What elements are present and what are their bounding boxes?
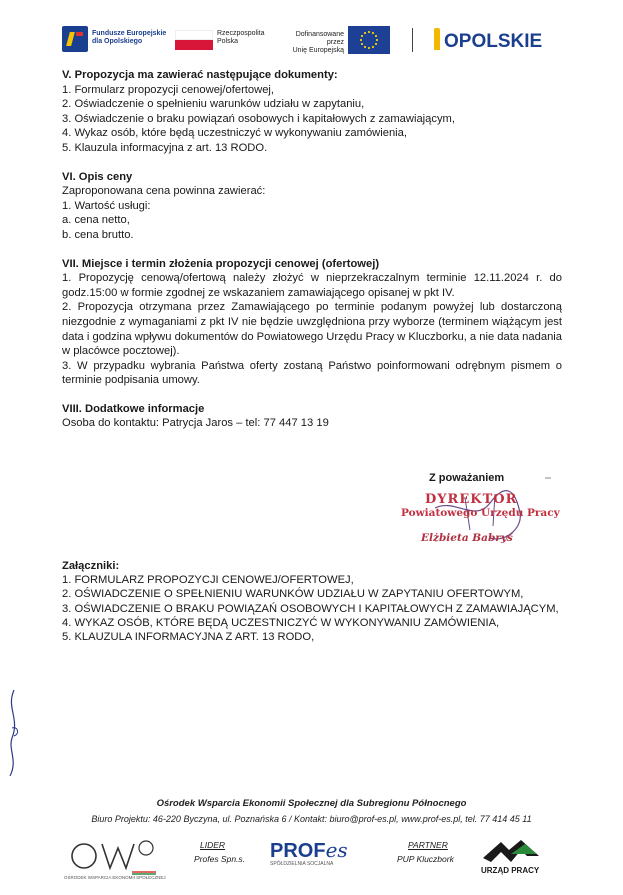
- section-v-item: 4. Wykaz osób, które będą uczestniczyć w wykonywaniu zamówienia,: [62, 127, 407, 140]
- section-vi-title: VI. Opis ceny: [62, 170, 133, 183]
- attachment-item: 4. WYKAZ OSÓB, KTÓRE BĘDĄ UCZESTNICZYĆ W WYKONYWANIU ZAMÓWIENIA,: [62, 616, 500, 629]
- attachment-item: 1. FORMULARZ PROPOZYCJI CENOWEJ/OFERTOWEJ,: [62, 574, 354, 587]
- section-v-title: V. Propozycja ma zawierać następujące dokumenty:: [62, 69, 338, 81]
- stamp-name: Elżbieta Babryś: [421, 532, 513, 544]
- urzad-pracy-logo-icon: [481, 836, 541, 866]
- owes-subtitle: OŚRODEK WSPARCIA EKONOMII SPOŁECZNEJ: [64, 875, 166, 880]
- stamp-title: DYREKTOR: [425, 492, 518, 507]
- section-viii-contact: Osoba do kontaktu: Patrycja Jaros – tel: 77 447 13 19: [62, 417, 329, 430]
- fe-line2: dla Opolskiego: [92, 38, 143, 45]
- section-vi-line: 1. Wartość usługi:: [62, 199, 151, 212]
- section-vii-p2: 2. Propozycja otrzymana przez Zamawiającego po terminie podanym powyżej lub dostarczoną niezgodnie z wymaganiami z pkt IV nie będzie uwzględniona przy wyborze (terminem wiążącym jest data i godzina wpływu dokumentów do Powiatowego Urzędu Pracy w Kluczborku, a nie data nadania w placówce pocztowej).: [62, 301, 563, 358]
- section-vii-p1: 1. Propozycję cenową/ofertową należy złożyć w nieprzekraczalnym terminie 12.11.2024 r. do godz.15:00 w formie zgodnej ze wskazaniem zamawiającego opisanej w pkt IV.: [62, 272, 562, 299]
- section-v-item: 3. Oświadczenie o braku powiązań osobowych i kapitałowych z zamawiającym,: [62, 112, 455, 125]
- profes-es: es: [325, 838, 348, 862]
- margin-pen-mark-icon: [0, 688, 30, 778]
- section-vii-p3: 3. W przypadku wybrania Państwa oferty zostaną Państwo poinformowani odrębnym pismem o terminie podpisania umowy.: [62, 359, 562, 387]
- pl-line1: Rzeczpospolita: [217, 30, 265, 37]
- eu-stars-icon: [348, 26, 390, 54]
- header-separator: [412, 28, 413, 52]
- stamp-office: Powiatowego Urzędu Pracy: [401, 507, 560, 519]
- footer-address: Biuro Projektu: 46-220 Byczyna, ul. Poznańska 6 / Kontakt: biuro@prof-es.pl, www.prof-es.pl, tel. 77 414 45 11: [91, 814, 532, 824]
- section-v-item: 2. Oświadczenie o spełnieniu warunków udziału w zapytaniu,: [62, 98, 365, 111]
- eu-text: [280, 31, 344, 55]
- profes-logo: [270, 838, 348, 863]
- fe-logo-text: [92, 30, 166, 46]
- signature-block: [395, 468, 565, 558]
- owes-logo-icon: [70, 836, 160, 876]
- lider-name: Profes Spn.s.: [194, 854, 246, 864]
- document-body: [62, 68, 562, 431]
- fe-logo-icon: [62, 26, 88, 52]
- eu-flag-icon: [348, 26, 390, 54]
- pl-flag-icon: [175, 40, 213, 50]
- eu-line2: Unię Europejską: [292, 47, 344, 54]
- attachments-title: Załączniki:: [62, 560, 120, 572]
- pl-flag-white: [175, 30, 213, 40]
- opolskie-logo: OPOLSKIE: [444, 31, 543, 52]
- fe-line1: Fundusze Europejskie: [92, 30, 167, 37]
- eu-line1: Dofinansowane przez: [295, 31, 344, 46]
- lider-label: LIDER: [200, 840, 226, 850]
- section-vii-title: VII. Miejsce i termin złożenia propozycji cenowej (ofertowej): [62, 257, 380, 270]
- pl-line2: Polska: [217, 38, 239, 45]
- header-logos: [62, 22, 567, 62]
- attachment-item: 2. OŚWIADCZENIE O SPEŁNIENIU WARUNKÓW UDZIAŁU W ZAPYTANIU OFERTOWYM,: [62, 588, 524, 601]
- section-vi-line: Zaproponowana cena powinna zawierać:: [62, 185, 266, 198]
- footer-org: Ośrodek Wsparcia Ekonomii Społecznej dla Subregionu Północnego: [156, 798, 467, 809]
- urzad-pracy-text: URZĄD PRACY: [481, 866, 540, 875]
- profes-subtitle: SPÓŁDZIELNIA SOCJALNA: [270, 861, 334, 867]
- partner-name: PUP Kluczbork: [397, 854, 454, 864]
- section-vi-line: b. cena brutto.: [62, 228, 134, 241]
- attachment-item: 3. OŚWIADCZENIE O BRAKU POWIĄZAŃ OSOBOWYCH I KAPITAŁOWYCH Z ZAMAWIAJĄCYM,: [62, 602, 559, 615]
- opolskie-mark-icon: [434, 28, 440, 50]
- profes-main: PROF: [270, 840, 326, 862]
- owes-logo-text: [1, 1, 2, 2]
- section-viii-title: VIII. Dodatkowe informacje: [62, 402, 205, 415]
- attachments-section: [62, 559, 562, 644]
- section-vi-line: a. cena netto,: [62, 214, 130, 227]
- attachment-item: 5. KLAUZULA INFORMACYJNA Z ART. 13 RODO,: [62, 631, 315, 644]
- section-v-item: 1. Formularz propozycji cenowej/ofertowej,: [62, 83, 275, 96]
- pl-text: [217, 30, 264, 46]
- section-v-item: 5. Klauzula informacyjna z art. 13 RODO.: [62, 141, 268, 154]
- regards-text: Z poważaniem: [429, 472, 505, 484]
- partner-label: PARTNER: [408, 840, 448, 850]
